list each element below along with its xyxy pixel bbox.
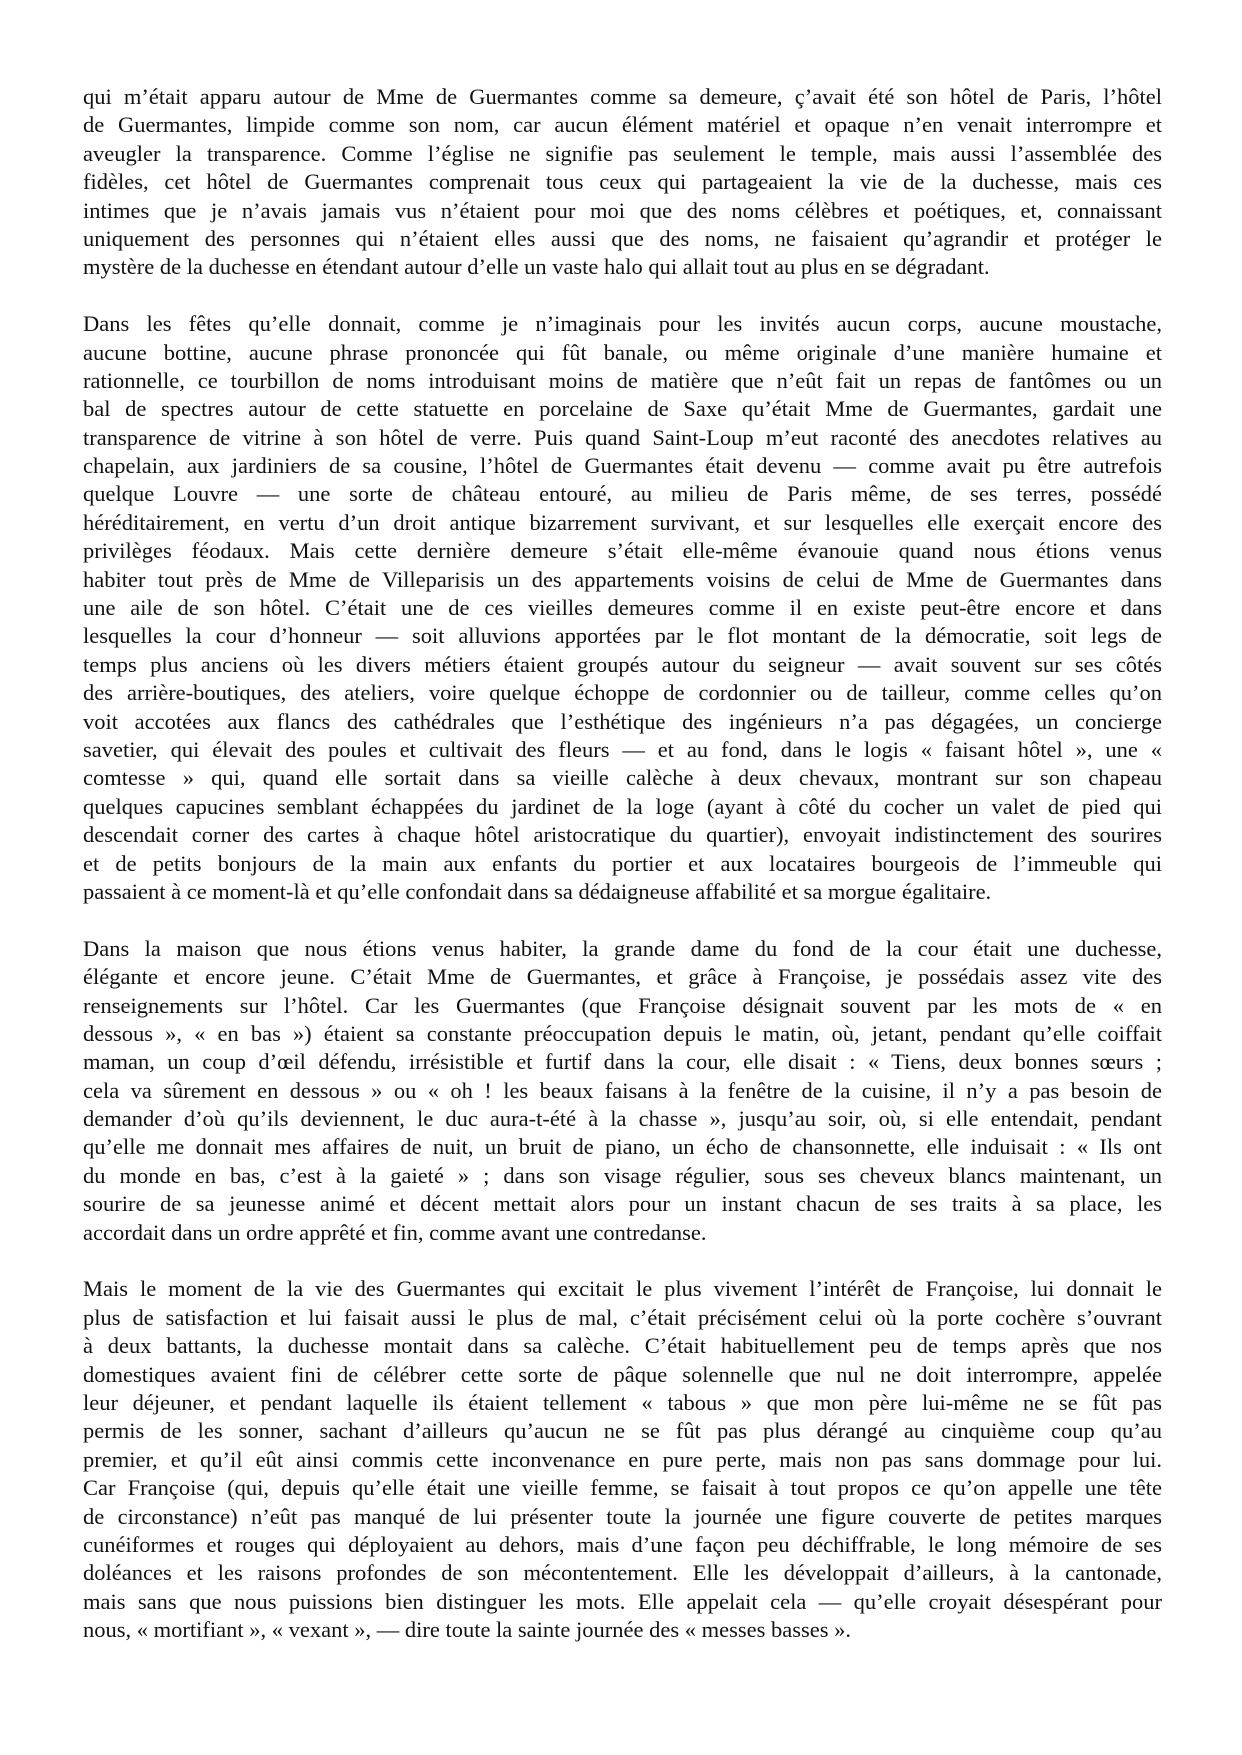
text-line: quelques capucines semblant échappées du jardinet de la loge (ayant à côté du cocher un valet de pied qui xyxy=(83,793,1162,819)
text-line: maman, un coup d’œil défendu, irrésistible et furtif dans la cour, elle disait : « Tiens, deux bonnes sœurs ; xyxy=(83,1049,1162,1075)
text-line: sourire de sa jeunesse animé et décent mettait alors pour un instant chacun de ses traits à sa place, les xyxy=(83,1191,1162,1217)
paragraph xyxy=(83,935,1162,1247)
text-line: mystère de la duchesse en étendant autour d’elle un vaste halo qui allait tout au plus en se dégradant. xyxy=(83,254,990,280)
text-line: uniquement des personnes qui n’étaient elles aussi que des noms, ne faisaient qu’agrandir et protéger le xyxy=(83,225,1162,251)
text-line: domestiques avaient fini de célébrer cette sorte de pâque solennelle que nul ne doit interrompre, appelée xyxy=(83,1361,1162,1387)
text-line: élégante et encore jeune. C’était Mme de Guermantes, et grâce à Françoise, je possédais assez vite des xyxy=(83,964,1162,990)
text-line: qu’elle me donnait mes affaires de nuit, un bruit de piano, un écho de chansonnette, elle induisait : « Ils ont xyxy=(83,1134,1162,1160)
text-line: du monde en bas, c’est à la gaieté » ; dans son visage régulier, sous ses cheveux blancs maintenant, un xyxy=(83,1162,1162,1188)
text-line: une aile de son hôtel. C’était une de ces vieilles demeures comme il en existe peut-être encore et dans xyxy=(83,595,1162,621)
text-line: chapelain, aux jardiniers de sa cousine, l’hôtel de Guermantes était devenu — comme avait pu être autrefois xyxy=(83,453,1162,479)
text-line: quelque Louvre — une sorte de château entouré, au milieu de Paris même, de ses terres, possédé xyxy=(83,481,1162,507)
text-line: transparence de vitrine à son hôtel de verre. Puis quand Saint-Loup m’eut raconté des anecdotes relatives au xyxy=(83,424,1162,450)
text-line: fidèles, cet hôtel de Guermantes comprenait tous ceux qui partageaient la vie de la duchesse, mais ces xyxy=(83,169,1162,195)
text-line: plus de satisfaction et lui faisait aussi le plus de mal, c’était précisément celui où la porte cochère s’ouvrant xyxy=(83,1304,1162,1330)
text-line: Dans la maison que nous étions venus habiter, la grande dame du fond de la cour était une duchesse, xyxy=(83,935,1162,961)
document-body xyxy=(83,83,1162,1673)
text-line: Mais le moment de la vie des Guermantes qui excitait le plus vivement l’intérêt de Françoise, lui donnait le xyxy=(83,1276,1162,1302)
text-line: qui m’était apparu autour de Mme de Guermantes comme sa demeure, ç’avait été son hôtel de Paris, l’hôtel xyxy=(83,84,1162,109)
text-line: leur déjeuner, et pendant laquelle ils étaient tellement « tabous » que mon père lui-même ne se fût pas xyxy=(83,1389,1162,1415)
text-line: mais sans que nous puissions bien distinguer les mots. Elle appelait cela — qu’elle croyait désespérant pour xyxy=(83,1588,1162,1614)
text-line: passaient à ce moment-là et qu’elle confondait dans sa dédaigneuse affabilité et sa morgue égalitaire. xyxy=(83,878,992,904)
text-line: des arrière-boutiques, des ateliers, voire quelque échoppe de cordonnier ou de tailleur, comme celles qu’on xyxy=(83,680,1162,706)
text-line: habiter tout près de Mme de Villeparisis un des appartements voisins de celui de Mme de Guermantes dans xyxy=(83,566,1162,592)
text-line: héréditairement, en vertu d’un droit antique bizarrement survivant, et sur lesquelles elle exerçait encore des xyxy=(83,509,1162,535)
paragraph xyxy=(83,1275,1162,1644)
text-line: cela va sûrement en dessous » ou « oh ! les beaux faisans à la fenêtre de la cuisine, il n’y a pas besoin de xyxy=(83,1077,1162,1103)
text-line: Car Françoise (qui, depuis qu’elle était une vieille femme, se faisait à tout propos ce qu’on appelle une tête xyxy=(83,1475,1162,1501)
text-line: dessous », « en bas ») étaient sa constante préoccupation depuis le matin, où, jetant, pendant qu’elle coiffait xyxy=(83,1020,1162,1046)
text-line: accordait dans un ordre apprêté et fin, comme avant une contredanse. xyxy=(83,1219,707,1245)
text-line: doléances et les raisons profondes de son mécontentement. Elle les développait d’ailleurs, à la cantonade, xyxy=(83,1560,1162,1586)
text-line: Dans les fêtes qu’elle donnait, comme je n’imaginais pour les invités aucun corps, aucune moustache, xyxy=(83,311,1162,337)
text-line: lesquelles la cour d’honneur — soit alluvions apportées par le flot montant de la démocratie, soit legs de xyxy=(83,623,1162,649)
text-line: aucune bottine, aucune phrase prononcée qui fût banale, ou même originale d’une manière humaine et xyxy=(83,339,1162,365)
text-line: privilèges féodaux. Mais cette dernière demeure s’était elle-même évanouie quand nous étions venus xyxy=(83,538,1162,564)
text-line: nous, « mortifiant », « vexant », — dire toute la sainte journée des « messes basses ». xyxy=(83,1617,851,1643)
text-line: temps plus anciens où les divers métiers étaient groupés autour du seigneur — avait souvent sur ses côtés xyxy=(83,651,1162,677)
text-line: à deux battants, la duchesse montait dans sa calèche. C’était habituellement peu de temps après que nos xyxy=(83,1333,1162,1359)
text-line: premier, et qu’il eût ainsi commis cette inconvenance en pure perte, mais non pas sans dommage pour lui. xyxy=(83,1446,1162,1472)
text-line: cunéiformes et rouges qui déployaient au dehors, mais d’une façon peu déchiffrable, le long mémoire de ses xyxy=(83,1531,1162,1557)
text-line: aveugler la transparence. Comme l’église ne signifie pas seulement le temple, mais aussi l’assemblée des xyxy=(83,140,1162,166)
text-line: de circonstance) n’eût pas manqué de lui présenter toute la journée une figure couverte de petites marques xyxy=(83,1503,1162,1529)
text-line: demander d’où qu’ils deviennent, le duc aura-t-été à la chasse », jusqu’au soir, où, si elle entendait, pendant xyxy=(83,1106,1162,1132)
paragraph xyxy=(83,83,1162,282)
text-line: et de petits bonjours de la main aux enfants du portier et aux locataires bourgeois de l’immeuble qui xyxy=(83,850,1162,876)
text-line: voit accotées aux flancs des cathédrales que l’esthétique des ingénieurs n’a pas dégagées, un concierge xyxy=(83,708,1162,734)
text-line: comtesse » qui, quand elle sortait dans sa vieille calèche à deux chevaux, montrant sur son chapeau xyxy=(83,765,1162,791)
text-line: bal de spectres autour de cette statuette en porcelaine de Saxe qu’était Mme de Guermantes, gardait une xyxy=(83,396,1162,422)
text-line: de Guermantes, limpide comme son nom, car aucun élément matériel et opaque n’en venait interrompre et xyxy=(83,112,1162,138)
text-line: permis de les sonner, sachant d’ailleurs qu’aucun ne se fût pas plus dérangé au cinquième coup qu’au xyxy=(83,1418,1162,1444)
text-line: intimes que je n’avais jamais vus n’étaient pour moi que des noms célèbres et poétiques, et, connaissant xyxy=(83,197,1162,223)
text-line: savetier, qui élevait des poules et cultivait des fleurs — et au fond, dans le logis « faisant hôtel », une « xyxy=(83,736,1162,762)
text-line: rationnelle, ce tourbillon de noms introduisant moins de matière que n’eût fait un repas de fantômes ou un xyxy=(83,367,1162,393)
text-line: descendait corner des cartes à chaque hôtel aristocratique du quartier), envoyait indistinctement des sourires xyxy=(83,822,1162,848)
paragraph xyxy=(83,310,1162,906)
text-line: renseignements sur l’hôtel. Car les Guermantes (que Françoise désignait souvent par les mots de « en xyxy=(83,992,1162,1018)
